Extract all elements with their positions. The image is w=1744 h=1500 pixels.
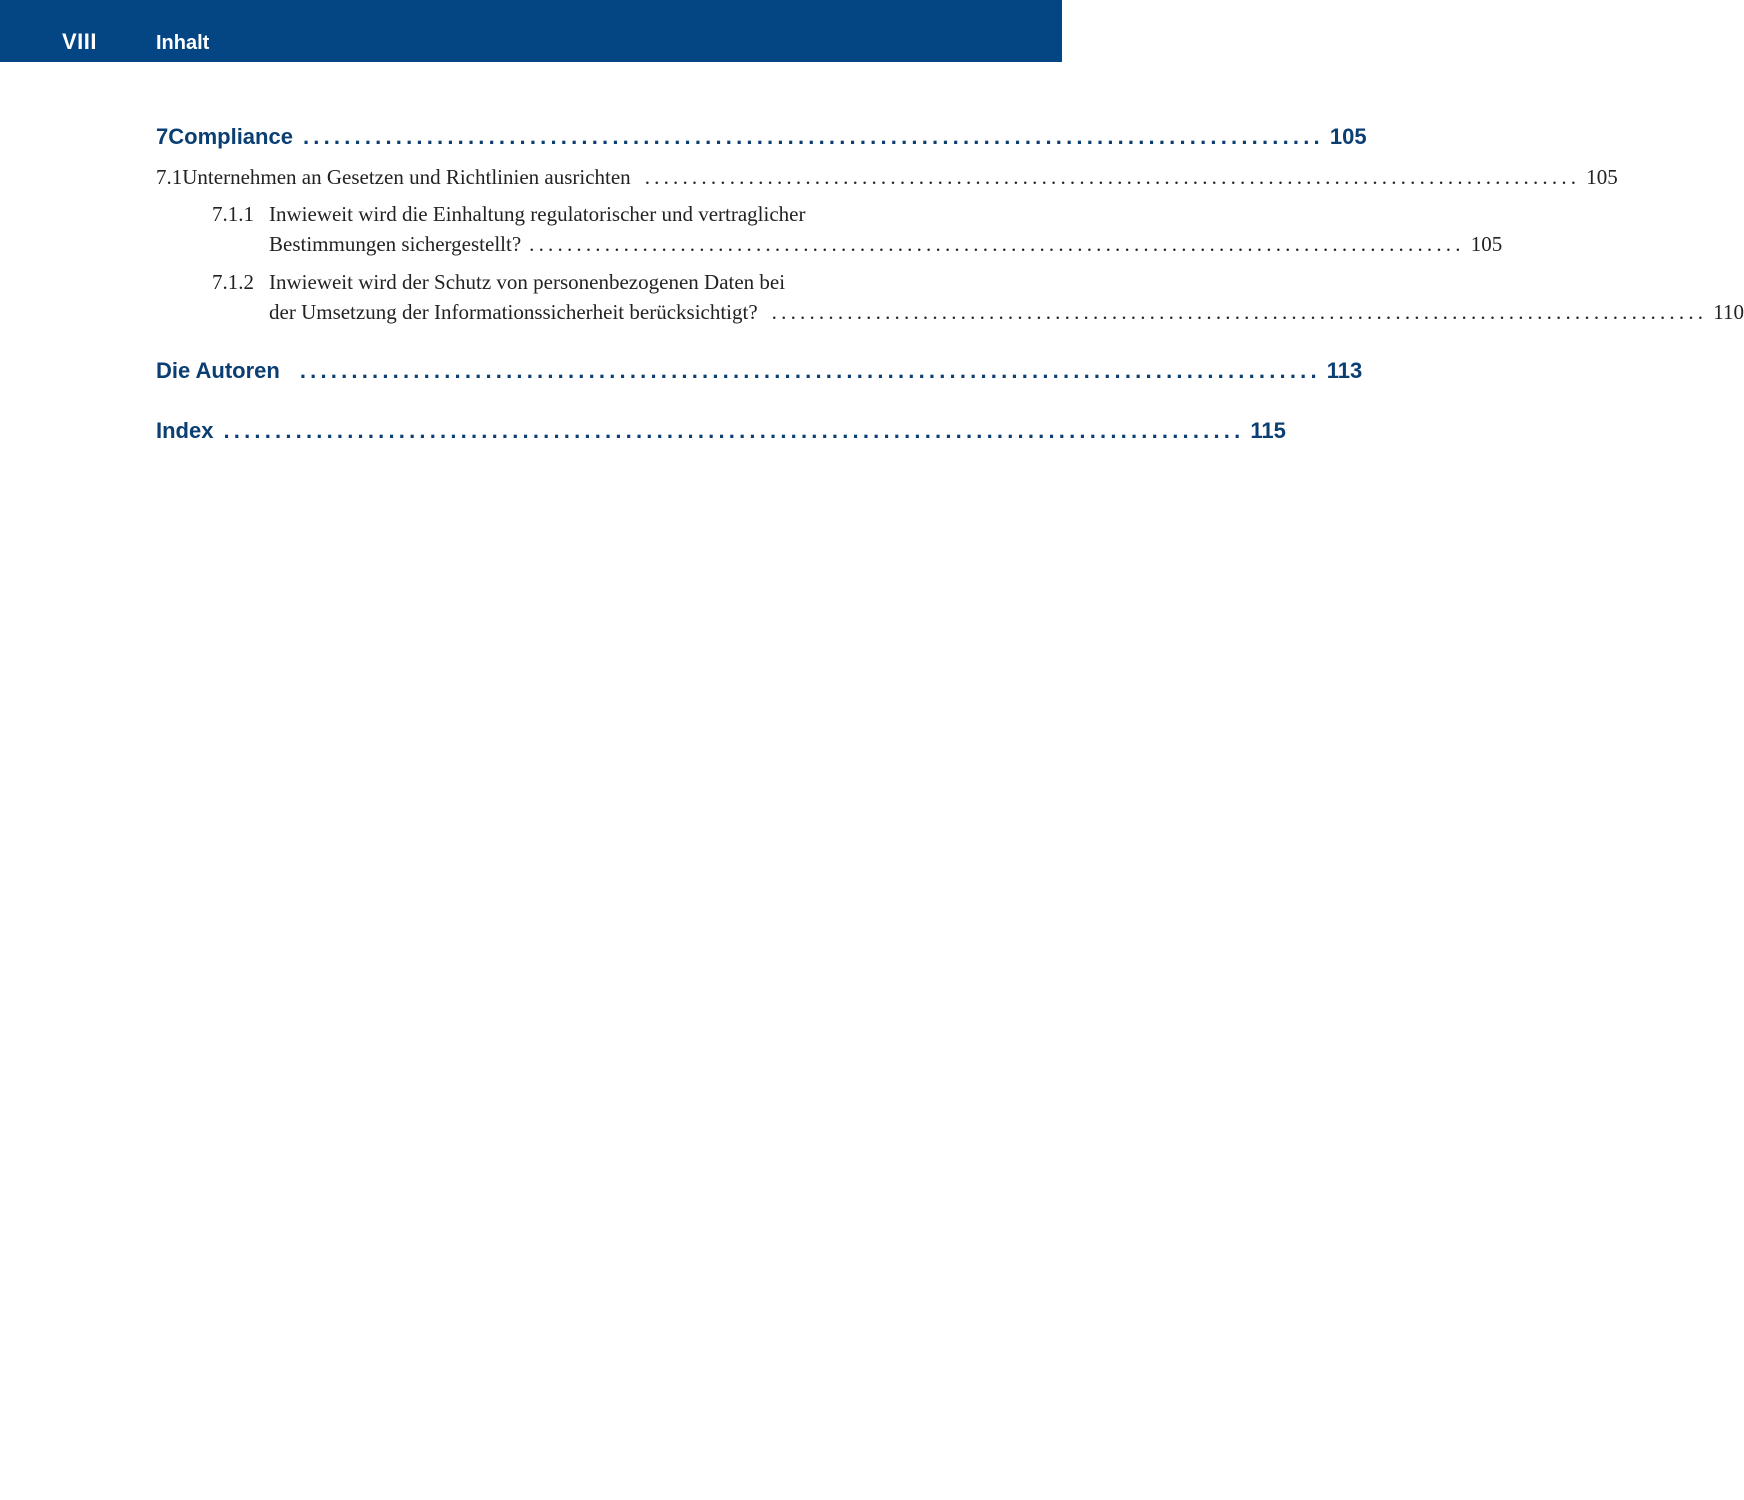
toc-entry-autoren — [156, 358, 1363, 384]
dot-leader: ................................................................................................... — [771, 300, 1708, 324]
toc-entry-section-7-1-2-continuation — [269, 300, 1744, 325]
dot-leader: ................................................................................................... — [302, 124, 1324, 149]
toc-entry-section-7-1-2 — [212, 270, 936, 295]
toc-entry-chapter-7 — [156, 124, 1367, 150]
toc-entry-number: 7 — [156, 124, 169, 149]
toc-entry-title-line-1: Inwieweit wird die Einhaltung regulatorischer und vertraglicher — [269, 202, 806, 226]
toc-entry-section-7-1 — [156, 165, 1618, 190]
toc-entry-number: 7.1 — [156, 165, 183, 189]
dot-leader: ................................................................................................... — [299, 358, 1321, 383]
toc-entry-title: Unternehmen an Gesetzen und Richtlinien ausrichten — [182, 165, 631, 189]
toc-entry-title-line-2: Bestimmungen sichergestellt? — [269, 232, 522, 256]
toc-entry-number: 7.1.1 — [212, 202, 254, 226]
toc-entry-section-7-1-1-continuation — [269, 232, 1503, 257]
toc-entry-page: 105 — [1470, 232, 1503, 256]
dot-leader: ................................................................................................... — [644, 165, 1581, 189]
running-header-title: Inhalt — [156, 32, 210, 54]
toc-entry-title: Compliance — [168, 124, 293, 149]
toc-entry-page: 110 — [1713, 300, 1744, 324]
page-number: VIII — [62, 29, 98, 54]
toc-entry-number: 7.1.2 — [212, 270, 254, 294]
toc-entry-title-line-2: der Umsetzung der Informationssicherheit berücksichtigt? — [269, 300, 758, 324]
toc-entry-page: 105 — [1329, 124, 1367, 149]
toc-entry-index — [156, 418, 1286, 444]
running-header-bar — [0, 0, 1062, 62]
toc-entry-page: 113 — [1326, 358, 1363, 383]
toc-entry-page: 115 — [1250, 418, 1286, 443]
toc-entry-title-line-1: Inwieweit wird der Schutz von personenbezogenen Daten bei — [269, 270, 786, 294]
toc-entry-title: Die Autoren — [156, 358, 280, 383]
toc-entry-section-7-1-1 — [212, 202, 936, 227]
dot-leader: ................................................................................................... — [223, 418, 1245, 443]
dot-leader: ................................................................................................... — [529, 232, 1465, 256]
toc-entry-title: Index — [156, 418, 214, 443]
toc-entry-page: 105 — [1586, 165, 1618, 189]
